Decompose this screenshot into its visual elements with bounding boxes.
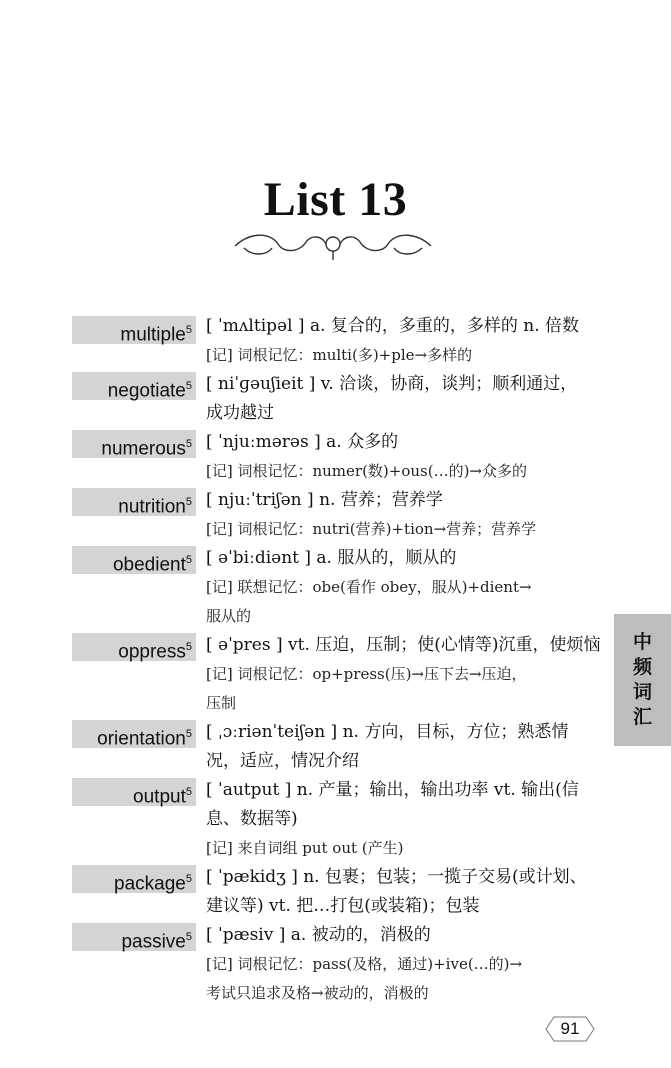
memory-tip: 考试只追求及格→被动的，消极的	[206, 984, 429, 1002]
headword: oppress$^5$	[72, 633, 196, 661]
entry-list	[0, 312, 671, 1008]
headword: output$^5$	[72, 778, 196, 806]
memory-tip: [记] 联想记忆：obe(看作 obey，服从)+dient→	[206, 578, 532, 596]
definition-line: [ əˈbiːdiənt ] a. 服从的，顺从的	[206, 548, 457, 568]
entry-multiple	[0, 312, 671, 370]
headword: nutrition$^5$	[72, 488, 196, 516]
memory-tip: 服从的	[206, 607, 252, 625]
memory-tip: [记] 词根记忆：multi(多)+ple→多样的	[206, 346, 473, 364]
entry-passive	[0, 921, 671, 1008]
definition-line: 息、数据等)	[206, 809, 298, 829]
entry-oppress	[0, 631, 671, 718]
headword: orientation$^5$	[72, 720, 196, 748]
headword: negotiate$^5$	[72, 372, 196, 400]
entry-output	[0, 776, 671, 863]
definition-line: [ ˈmʌltipəl ] a. 复合的，多重的，多样的 n. 倍数	[206, 316, 580, 336]
headword: obedient$^5$	[72, 546, 196, 574]
page-number: 91	[560, 1019, 580, 1038]
entry-obedient	[0, 544, 671, 631]
memory-tip: [记] 词根记忆：numer(数)+ous(…的)→众多的	[206, 462, 527, 480]
memory-tip: [记] 词根记忆：nutri(营养)+tion→营养；营养学	[206, 520, 537, 538]
memory-tip: [记] 词根记忆：op+press(压)→压下去→压迫，	[206, 665, 527, 683]
side-tab-char: 汇	[632, 706, 652, 728]
headword: multiple$^5$	[72, 316, 196, 344]
headword: passive$^5$	[72, 923, 196, 951]
definition-line: 建议等) vt. 把…打包(或装箱)；包装	[206, 896, 480, 916]
definition-line: [ ˈpækidʒ ] n. 包裹；包装；一揽子交易(或计划、	[206, 867, 587, 887]
definition-line: 成功越过	[206, 403, 274, 423]
page-number-badge	[544, 1014, 596, 1044]
entry-nutrition	[0, 486, 671, 544]
definition-line: [ ˈpæsiv ] a. 被动的，消极的	[206, 925, 431, 945]
definition-line: [ əˈpres ] vt. 压迫，压制；使(心情等)沉重，使烦恼	[206, 635, 601, 655]
entry-negotiate	[0, 370, 671, 428]
entry-package	[0, 863, 671, 921]
definition-line: [ ˌɔːriənˈteiʃən ] n. 方向，目标，方位；熟悉情	[206, 722, 569, 742]
list-title: List 13	[263, 173, 408, 226]
headword: package$^5$	[72, 865, 196, 893]
section-side-tab	[614, 614, 671, 746]
entry-orientation	[0, 718, 671, 776]
side-tab-char: 中	[632, 631, 652, 653]
entry-numerous	[0, 428, 671, 486]
definition-line: 况，适应，情况介绍	[206, 751, 359, 771]
memory-tip: [记] 词根记忆：pass(及格，通过)+ive(…的)→	[206, 955, 523, 973]
definition-line: [ niˈɡəuʃieit ] v. 洽谈，协商，谈判；顺利通过，	[206, 374, 578, 394]
memory-tip: [记] 来自词组 put out (产生)	[206, 839, 404, 857]
definition-line: [ njuːˈtriʃən ] n. 营养；营养学	[206, 490, 443, 510]
decorative-flourish	[230, 228, 436, 262]
memory-tip: 压制	[206, 694, 237, 712]
definition-line: [ ˈautput ] n. 产量；输出，输出功率 vt. 输出(信	[206, 780, 579, 800]
side-tab-char: 频	[632, 656, 652, 678]
definition-line: [ ˈnjuːmərəs ] a. 众多的	[206, 432, 399, 452]
headword: numerous$^5$	[72, 430, 196, 458]
side-tab-char: 词	[632, 681, 652, 703]
